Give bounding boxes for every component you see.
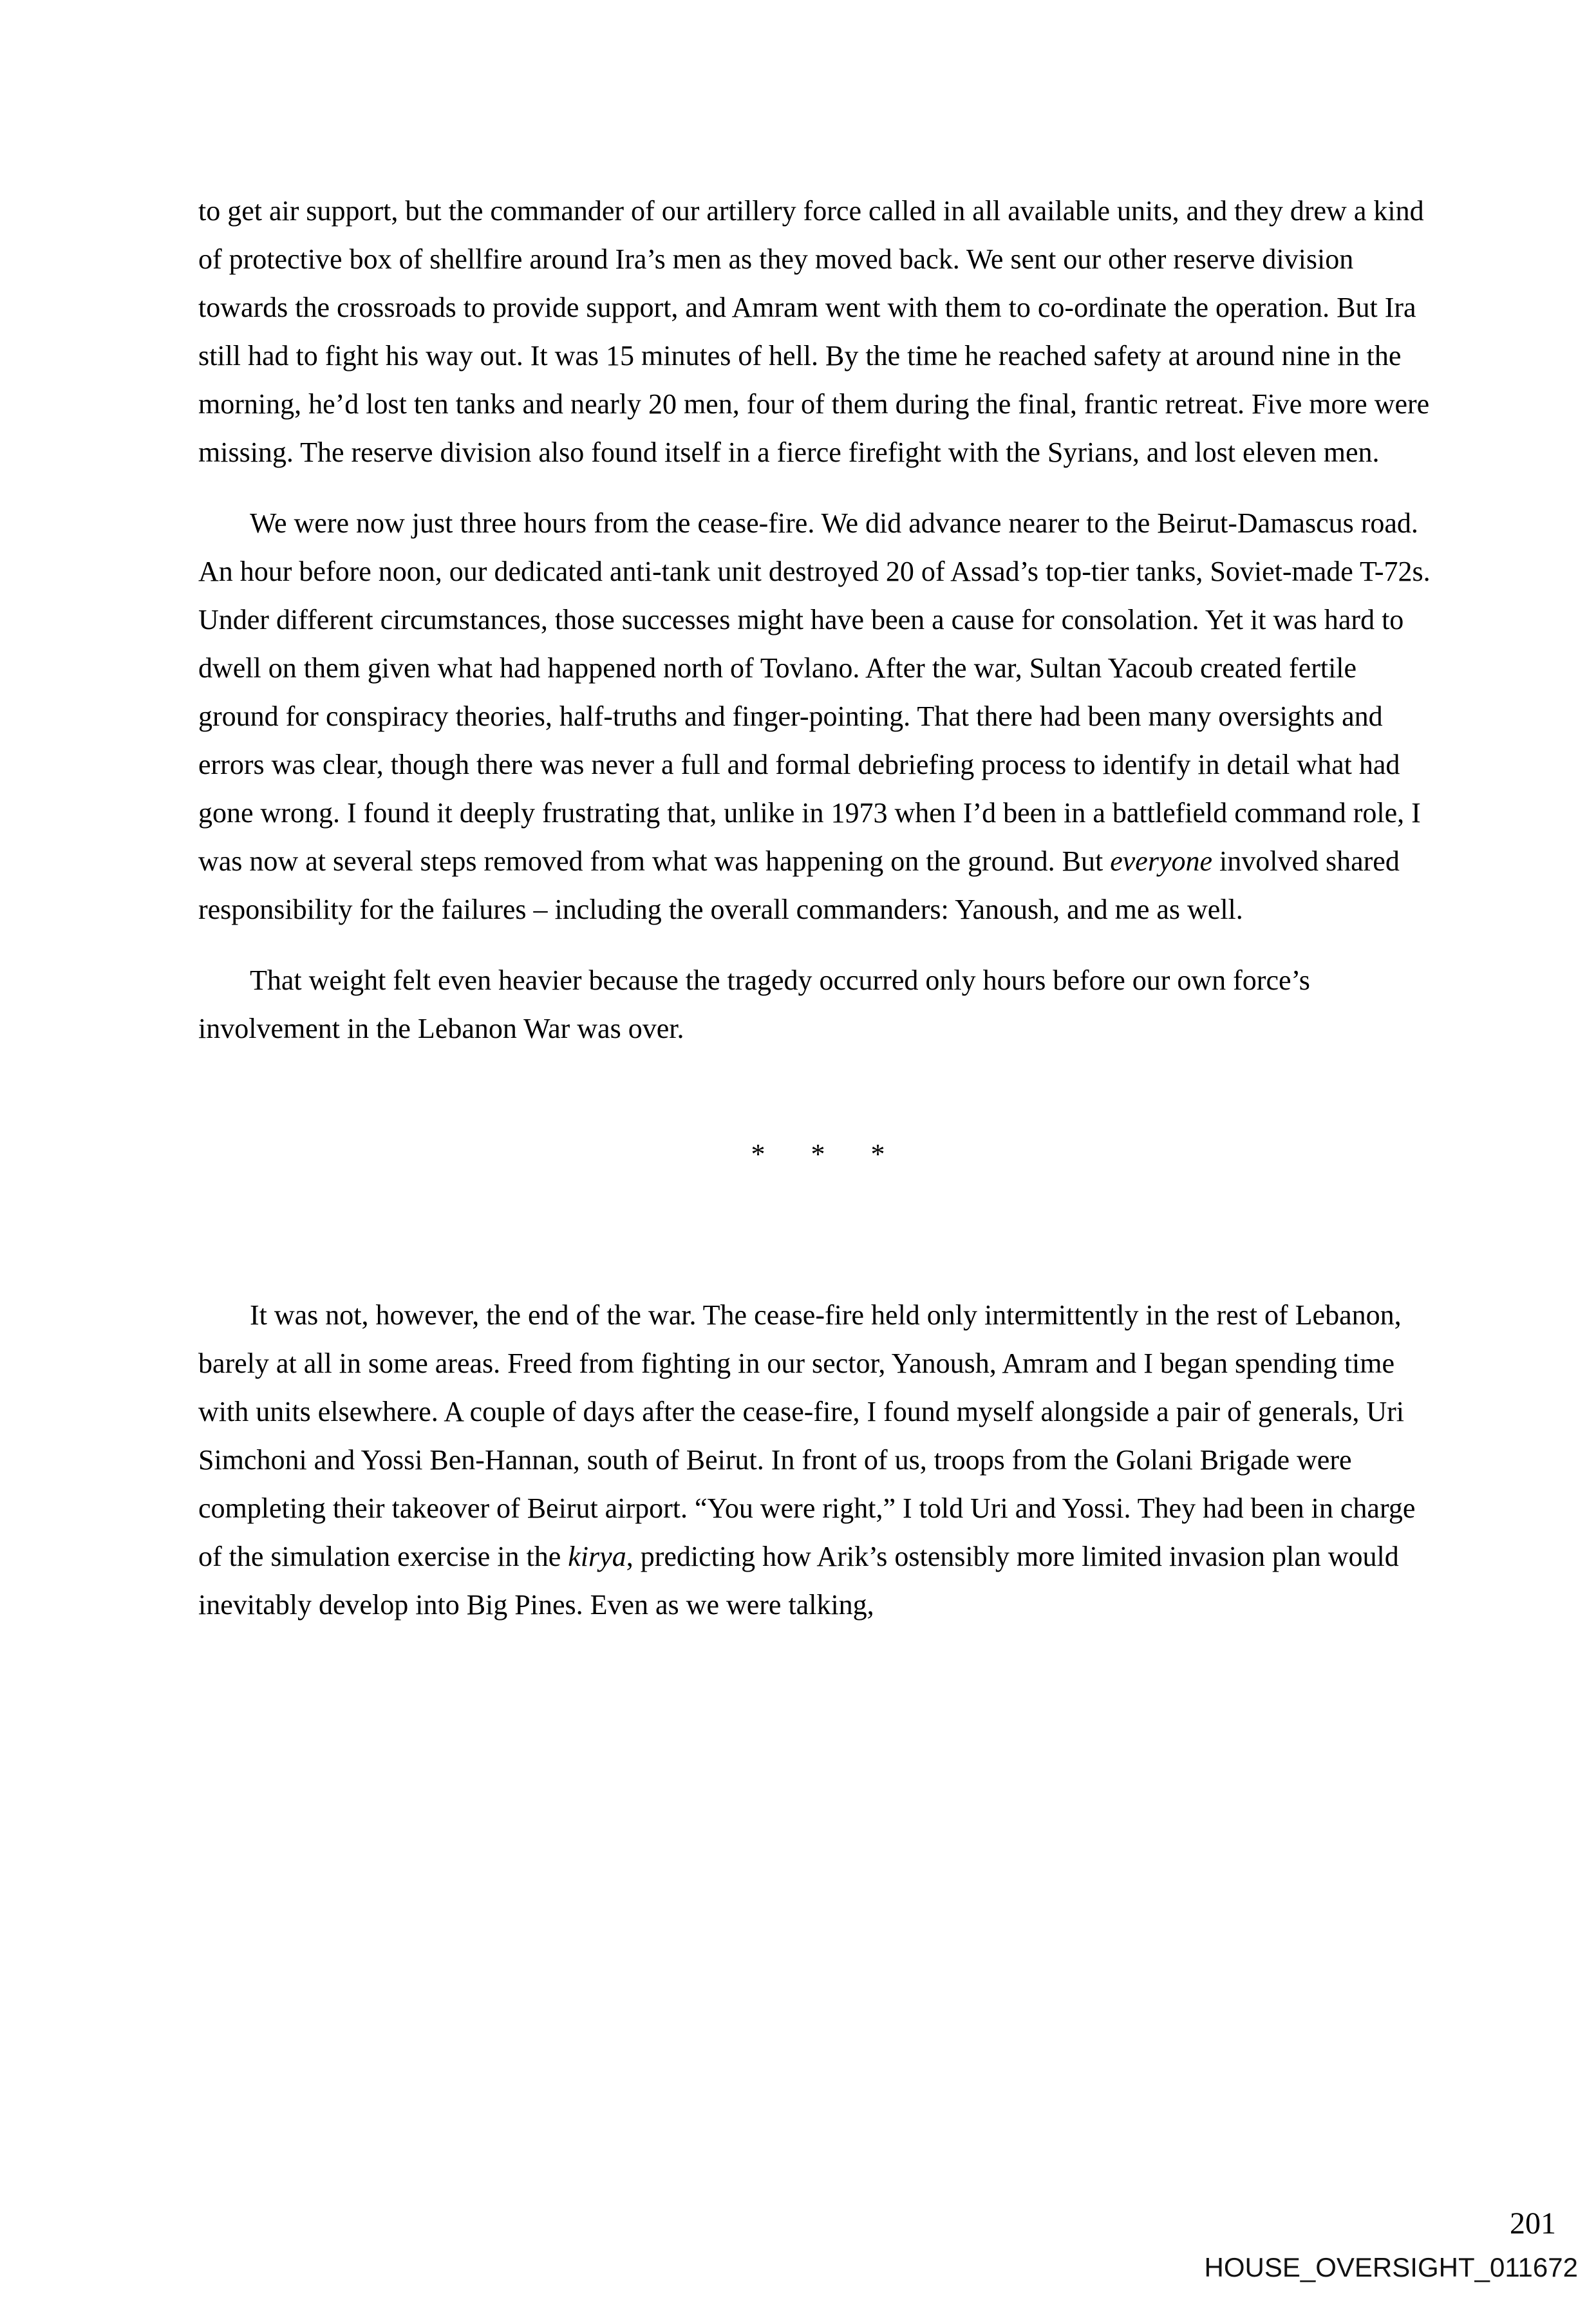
paragraphs-before-separator [198,187,1438,1053]
italic-text-segment: everyone [1110,845,1213,877]
page-number: 201 [1510,2206,1556,2241]
bates-stamp: HOUSE_OVERSIGHT_011672 [1204,2252,1578,2282]
paragraph [198,499,1438,934]
text-segment: That weight felt even heavier because the tragedy occurred only hours before our own force’s involvement in the Lebanon War was over. [198,964,1310,1044]
body-text [198,187,1438,1629]
paragraph [198,956,1438,1053]
paragraph [198,1291,1438,1629]
text-segment: , predicting how Arik’s ostensibly more limited invasion plan would inevitably develop into Big Pines. Even as we were talking, [198,1541,1399,1621]
text-segment: It was not, however, the end of the war. The cease-fire held only intermittently in the rest of Lebanon, barely at all in some areas. Freed from fighting in our sector, Yanoush, Amram and I began spending time with units elsewhere. A couple of days after the cease-fire, I found myself alongside a pair of generals, Uri Simchoni and Yossi Ben-Hannan, south of Beirut. In front of us, troops from the Golani Brigade were completing their takeover of Beirut airport. “You were right,” I told Uri and Yossi. They had been in charge of the simulation exercise in the [198,1299,1416,1572]
text-segment: involved shared responsibility for the failures – including the overall commanders: Yanoush, and me as well. [198,845,1400,925]
text-segment: to get air support, but the commander of our artillery force called in all available units, and they drew a kind of protective box of shellfire around Ira’s men as they moved back. We sent our other reserve division towards the crossroads to provide support, and Amram went with them to co-ordinate the operation. But Ira still had to fight his way out. It was 15 minutes of hell. By the time he reached safety at around nine in the morning, he’d lost ten tanks and nearly 20 men, four of them during the final, frantic retreat. Five more were missing. The reserve division also found itself in a fierce firefight with the Syrians, and lost eleven men. [198,195,1430,468]
paragraph [198,187,1438,476]
text-segment: We were now just three hours from the cease-fire. We did advance nearer to the Beirut-Damascus road. An hour before noon, our dedicated anti-tank unit destroyed 20 of Assad’s top-tier tanks, Soviet-made T-72s. Under different circumstances, those successes might have been a cause for consolation. Yet it was hard to dwell on them given what had happened north of Tovlano. After the war, Sultan Yacoub created fertile ground for conspiracy theories, half-truths and finger-pointing. That there had been many oversights and errors was clear, though there was never a full and formal debriefing process to identify in detail what had gone wrong. I found it deeply frustrating that, unlike in 1973 when I’d been in a battlefield command role, I was now at several steps removed from what was happening on the ground. But [198,507,1431,877]
section-separator: * * * [751,1138,885,1170]
paragraphs-after-separator [198,1291,1438,1629]
italic-text-segment: kirya [568,1541,626,1572]
